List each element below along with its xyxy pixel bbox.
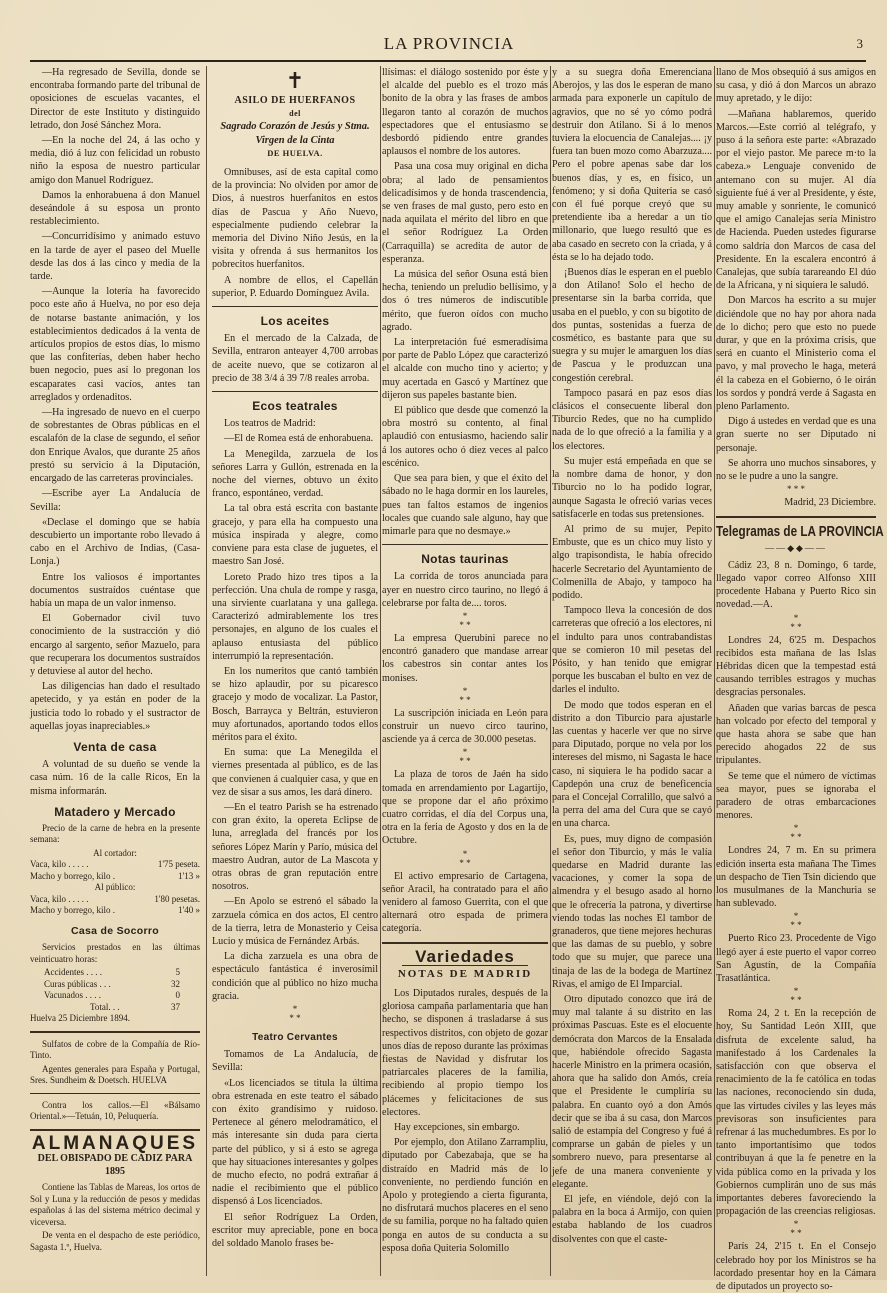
price-group-label: Al cortador: [93,847,137,858]
news-paragraph: En el mercado de la Calzada, de Sevilla, entraron anteayer 4,700 arrobas de aceite nuevo, que se cotizaron al precio de 38 3/4 á 39 7/8 reales arroba. [212,333,378,384]
section-heading-venta: Venta de casa [73,739,157,754]
news-paragraph: —Concurridísimo y animado estuvo en la tarde de ayer el paseo del Muelle desde las dos á las cinco y media de la tarde. [30,231,200,283]
column-3 [382,66,548,1276]
masthead-title: LA PROVINCIA [383,34,515,53]
socorro-intro: Servicios prestados en las últimas veinticuatro horas: [30,942,200,964]
news-paragraph: La tal obra está escrita con bastante gracejo, y para ella ha compuesto una música inspirada y alegre, como conviene para esta clase de juguetes, el maestro San José. [212,503,378,568]
news-paragraph: De modo que todos esperan en el distrito a don Tiburcio para ajustarle las cuentas y hacerle ver que no sirve para Diputado, porque no vela por los intereses del mismo, ni Sagasta le hace caso, ni siquiera le ha podido sacar a Capdepón una cruz de beneficencia para el Concejal Corralillo, que salvó a la perra del ama del Cura que se cayó en una charca. [552,699,712,830]
news-paragraph: Tampoco pasará en paz esos días clásicos el consecuente liberal don Tiburcio Redes, que no ha cumplido nada de lo que ofreció a la familia y a los electores. [552,387,712,452]
divider [30,1093,200,1094]
section-heading-matadero: Matadero y Mercado [54,804,176,819]
column-divider [714,66,715,1276]
ad-callos: Contra los callos.—El «Bálsamo Oriental.»—Tetuán, 10, Peluquería. [30,1099,200,1122]
stat-row: Accidentes . . . . 5 [44,967,180,978]
column-divider [380,66,381,1276]
divider [30,1031,200,1033]
asterism-ornament: * * * [790,911,802,931]
ad-almanaques-title: ALMANAQUES [31,1132,199,1154]
column-5 [716,66,884,1293]
news-paragraph: Se ahorra uno muchos sinsabores, y no se le pudre a uno la sangre. [716,457,876,483]
news-paragraph: —Ha regresado de Sevilla, donde se encontraba formando parte del tribunal de oposiciones de escuelas vacantes, el Director de este Instituto y distinguido letrado, don José Sánchez Mora. [30,67,200,131]
telegram: Añaden que varias barcas de pesca han volcado por efecto del temporal y que hasta ahora se sabe que han perecido ahogados 22 de sus tripulantes. [716,702,876,767]
column-divider [206,66,207,1276]
dateline: Madrid, 23 Diciembre. [784,497,876,509]
asilo-title: ASILO DE HUERFANOS [234,95,356,106]
news-paragraph: Digo á ustedes en verdad que es una gran suerte no ser Diputado ni personaje. [716,416,876,454]
price-row: Vaca, kilo . . . . . 1'75 peseta. [30,859,200,870]
news-paragraph: A voluntad de su dueño se vende la casa núm. 16 de la calle Ricos, En la misma informarán. [30,759,200,797]
news-paragraph: —En la noche del 24, á las ocho y media, dió á luz con felicidad un robusto niño la esposa de nuestro particular amigo don Manuel Rodríguez. [30,135,200,186]
ad-sulfato: Sulfatos de cobre de la Compañía de Río-Tinto. [30,1038,200,1061]
price-group-label: Al público: [94,882,136,893]
news-paragraph: Las diligencias han dado el resultado apetecido, y ya están en poder de la justicia todo lo robado y el sustractor de aquellas joyas inapreciables.» [30,681,200,732]
news-paragraph: —Aunque la lotería ha favorecido poco este año á Huelva, no por eso deja de notarse bastante animación, y los establecimientos dedicados á la venta de artículos propios de estos días, lo mismo que las confiterías, deben haber hecho buen negocio, pues así lo pregonan los escaparates casi vacíos, antes tan arreglados y ordenaditos. [30,286,200,403]
news-paragraph: Tomamos de La Andalucía, de Sevilla: [212,1049,378,1074]
column-1 [30,66,200,1276]
news-paragraph: Damos la enhorabuena á don Manuel deseándole á su esposa un pronto restablecimiento. [30,189,200,228]
news-paragraph: ¡Buenos días le esperan en el pueblo a don Atilano! Solo el hecho de presentarse sin la barba corrida, que usaba en el pueblo, y con su bigotito de dos puntas, sostenidas a fuerza de cosmético, es bastante para que su suegra y su mujer le amarguen los días de Pascua y le produzcan una congestión cerebral. [552,267,712,384]
asilo-del: del [289,109,301,119]
masthead [34,34,864,56]
news-paragraph: —El de Romea está de enhorabuena. [224,433,374,445]
telegram: Cádiz 23, 8 n. Domingo, 6 tarde, llegado vapor correo Alfonso XIII procedente Habana y Puerto Rico sin novedad.—A. [716,559,876,611]
divider [30,1129,200,1131]
news-paragraph: La plaza de toros de Jaén ha sido tomada en arrendamiento por Lagartijo, que se propone dar el año próximo cuatro corridas, el día del Corpus una, otra en la feria de Agosto y dos en la de Octubre. [382,769,548,847]
news-paragraph: Al primo de su mujer, Pepito Embuste, que es un chico muy listo y algo trapisondista, le había ofrecido hacerle Secretario del Ayuntamiento de Colmenilla de Abajo, y tampoco ha podido. [552,523,712,601]
asterism-ornament: * * * [459,747,471,767]
telegram: Se teme que el número de víctimas sea mayor, pues se ignoraba el paradero de otras embarcaciones menores. [716,770,876,822]
asterism-ornament: * * * [787,484,805,495]
section-heading-cervantes: Teatro Cervantes [252,1032,338,1043]
column-2 [212,66,378,1276]
ad-almanaques-subtitle: DEL OBISPADO DE CADIZ PARA 1895 [37,1152,193,1178]
news-paragraph: La dicha zarzuela es una obra de espectáculo fantástica é inverosímil condición que al público no hizo mucha gracia. [212,951,378,1002]
news-paragraph: Loreto Prado hizo tres tipos a la perfección. Una chula de rompe y rasga, una sirviente cuarlatana y una gallega. Caracterizó admirablemente los tres personajes, en alguno de los cuales el aplauso entusiasta del público interrumpió la representación. [212,571,378,662]
divider [716,516,876,518]
news-paragraph: La Menegilda, zarzuela de los señores Larra y Gullón, estrenada en la noche del viernes, obtuvo un éxito franco, espontáneo, verdad. [212,448,378,500]
ad-almanaques-venta: De venta en el despacho de este periódico, Sagasta 1.º, Huelva. [30,1230,200,1252]
telegram: Puerto Rico 23. Procedente de Vigo llegó ayer á este puerto el vapor correo San Agustín, de la Compañía Trasatlántica. [716,933,876,984]
asterism-ornament: * * * [289,1004,301,1023]
telegram: Londres 24, 6'25 m. Despachos recibidos esta mañana de las Islas Hébridas dicen que la tempestad está causando terribles estragos y muchas desgracias personales. [716,634,876,699]
news-paragraph: «Declase el domingo que se había descubierto un importante robo llevado á cabo en el Archivo de Indias, (Casa-Lonja.) [30,516,200,568]
column-divider [550,66,551,1276]
asterism-ornament: * * * [459,685,471,705]
column-4 [552,66,712,1276]
stat-row: Curas públicas . . . 32 [44,978,180,989]
news-paragraph: Otro diputado conozco que irá de muy mal talante á su distrito en las próximas Pascuas. Este es el elocuente demócrata don Marcos de la Ensalada que, habiéndole ofrecido Sagasta hacerle Ministro en la primera ocasión, ahora que ha salido don Amós, creía que el Presidente le cumpliría su palabra. En cuanto oyó a don Amós decir que se iba á su casa, don Marcos salió de estampía del Congreso y fué á comprarse un gabán de pieles y un sombrero nuevo, para presentarse al jefe de una manera conveniente y elegante. [552,994,712,1190]
section-subheading-madrid: NOTAS DE MADRID [397,967,533,980]
news-paragraph: La empresa Querubini parece no encontró ganadero que mandase arrear los cabestros sin contar antes los monises. [382,632,548,684]
news-paragraph: La corrida de toros anunciada para ayer en nuestro circo taurino, no llegó á celebrarse por falta de.... toros. [382,571,548,609]
asterism-ornament: * * * [790,986,802,1006]
divider [212,306,378,307]
news-paragraph: —En el teatro Parish se ha estrenado con gran éxito, la opereta Eclipse de luna, arreglada del francés por los señores López Marín y Parío, música del maestro Audran, autor de La Mascota y otras obras de gran reputación entre nosotros. [212,801,378,893]
news-paragraph: Hay excepciones, sin embargo. [394,1122,520,1134]
news-paragraph: «Los licenciados se titula la última obra estrenada en este teatro el sábado con éxito grandísimo y ruidoso. Pertenece al género melodramático, el más interesante sin duda para cierta parte del público, y si á esto se agrega que hay situaciones interesantes y golpes de mucho efecto, no podrá extrañar á nadie el recibimiento que el público dispensó á Los licenciados. [212,1077,378,1208]
telegram: Roma 24, 2 t. En la recepción de hoy, Su Santidad León XIII, que disfruta de excelente salud, ha manifestado á los Cardenales la satisfacción con que observa el renacimiento de la fe católica en todas las naciones, reconociendo sin duda, que las virtudes civiles y las leyes más previsoras son insuficientes para refrenar á las muchedumbres. Es por lo tanto importantísimo que todos contribuyan á que la fe penetre en la vida pública como en la privada y los Gobiernos cumplirán uno de sus más importantes deberes favoreciendo la propagación de las creencias religiosas. [716,1008,876,1218]
news-paragraph: El señor Rodríguez La Orden, escritor muy apreciable, pone en boca del soldado Manolo frases be- [212,1211,378,1250]
news-paragraph: Tampoco lleva la concesión de dos carreteras que ofreció a los electores, ni el indulto para unos contrabandistas que se comieron 10 mil pesetas del Pósito, y han tenido que emigrar porque les buscaban el bulto en vez de darles el indulto. [552,605,713,696]
news-paragraph: La música del señor Osuna está bien hecha, teniendo un preludio bellísimo, y dos ó tres números de indiscutible mérito, que fueron oídos con mucho agrado. [382,269,548,333]
news-paragraph: y a su suegra doña Emerenciana Aberojos, y las dos le esperan de mano armada para exponerle un capítulo de agravios, que no sé yo cómo podrá destruir don Atilano. Si á lo menos tuviera la elocuencia de Canalejas.... ¡y fuera tan buen mozo como Abarzuza.... Pero el pobre apenas sabe dar los buenos días, y es, en físico, un fenómeno; y si doña Quiteria se casó con él fué porque creyó que su pretendiente iba a heredar a un tío millonario, que luego resultó que es aba casado en secreto con la criada, y á ésta se lo ha dejado todo. [552,67,712,263]
news-paragraph: llano de Mos obsequió á sus amigos en su casa, y dió á don Marcos un abrazo muy apretado, y le dijo: [716,67,876,105]
news-paragraph: Su mujer está empeñada en que se la nombre dama de honor, y don Tiburcio no lo ha podido lograr, aunque Sagasta le ofreció varias veces satisfacerle en todas sus pretensiones. [552,455,712,520]
page-number: 3 [856,36,864,51]
news-paragraph: Los Diputados rurales, después de la gloriosa campaña parlamentaria que han hecho, se disponen á trasladarse á sus respectivos distritos, con objeto de gozar unos días de reposo durante las próximas fiestas de Navidad y disfrutar los patriarcales placeres de la familia, recibiendo al propio tiempo los plácemes y felicitaciones de sus electores. [382,987,548,1118]
news-paragraph: Que sea para bien, y que el éxito del sábado no le haga dormir en los laureles, pues tan faltos estamos de ingenios locales que cuando sale alguno, hay que mimarle para que no desmaye.» [382,473,548,537]
news-paragraph: En suma: que La Menegilda el viernes presentada al público, es de las que convienen á cualquier casa, y que en vez de sisar a sus amos, les dará dinero. [212,747,378,798]
price-row: Vaca, kilo . . . . . 1'80 pesetas. [30,893,200,904]
news-paragraph: El activo empresario de Cartagena, señor Aracil, ha contratado para el año venidero al famoso Guerrita, con el que alternará otro espada de primera categoría. [382,870,548,935]
section-heading-taurinas: Notas taurinas [421,552,509,567]
section-heading-telegramas: Telegramas de LA PROVINCIA [716,522,884,540]
news-paragraph: Pasa una cosa muy original en dicha obra; al lado de pensamientos delicadísimos y de honda trascendencia, se ven frases de mal gusto, pero esto en nada aquilata el mérito del libro en que el señor Rodríguez La Orden (Carraquilla) se acredita de autor de esperanza. [382,161,548,265]
asterism-ornament: * * * [790,612,802,632]
news-paragraph: llísimas: el diálogo sostenido por éste y el alcalde del pueblo es el trozo más bonito de la obra y las frases de ambos llegaron tanto al corazón de muchos espectadores que el entusiasmo se desbordó pidiendo entre grandes aplausos el nombre de los autores. [382,67,548,158]
section-heading-variedades: Variedades [415,946,515,966]
asilo-city: DE HUELVA. [267,147,323,158]
news-paragraph: La suscripción iniciada en León para construir un nuevo circo taurino, asciende ya á cerca de 30.000 pesetas. [382,707,548,746]
stat-row: Vacunados . . . . 0 [44,990,180,1001]
asterism-ornament: * * * [459,610,471,630]
section-heading-ecos: Ecos teatrales [252,399,338,414]
news-paragraph: El Gobernador civil tuvo conocimiento de la sustracción y dió encargo al sargento, señor Mazuelo, para que recuperara los documentos sustraídos y detuviese al autor del hecho. [30,613,200,677]
news-paragraph: Por ejemplo, don Atilano Zarrampliu, diputado por Cabezabaja, que se ha distraído en Madrid más de lo conveniente, no perdiendo función en Apolo y protegiendo a cierta figuranta, no disfrutará muchos placeres en el seno de su familia, porque no ha faltado quien ponga en autos de su conducta a su esposa doña Quiteria Solomillo [382,1137,548,1254]
divider [382,942,548,944]
news-paragraph: —Ha ingresado de nuevo en el cuerpo de sobrestantes de Obras públicas en el escalafón de la clase de segundo, el señor don Enrique Avalos, que durante 25 años prestó su servicio á la Diputación, encargado de las carreteras provinciales. [30,407,200,485]
news-paragraph: La interpretación fué esmeradísima por parte de Pablo López que caracterizó el alcalde con mucho tino y acierto; y muy acertada en Gascó y Martínez que dijeron sus papeles bastante bien. [382,337,548,401]
ad-almanaques-text: Contiene las Tablas de Mareas, los ortos de Sol y Luna y la reducción de pesos y medidas españolas á las del sistema métrico decimal y viceversa. [30,1182,200,1227]
price-row: Macho y borrego, kilo . 1'13 » [30,870,200,881]
news-paragraph: —Mañana hablaremos, querido Marcos.—Este corrió al telégrafo, y puso á la señora este parte: «Abrazado por el viejo pastor. Me parece m·to la cabeza.» Lenguaje convenido de antemano con su mujer. Al día siguiente fué á ver al Presidente, y éste, muy amable y sonriente, le comunicó que el amigo Canalejas sería Ministro de Hacienda. Pueden ustedes figurarse como saldría don Marcos de casa del Presidente. En la escalera encontró á Canalejas, que subía tarareando El dúo de la Africana, y ni siquiera le saludó. [716,108,876,292]
price-intro: Precio de la carne de hebra en la presente semana: [30,822,200,845]
news-paragraph: Omnibuses, así de esta capital como de la provincia: No olviden por amor de Dios, á nuestros huerfanitos en estos días de Pascua y Año Nuevo, especialmente pudiendo celebrar la memoria del Divino Niño Jesús, en la visita y ofrenda á sus hermanitos los pobrecitos huerfanitos. [212,167,378,271]
ornament-rule: ——◆◆—— [765,542,827,553]
news-paragraph: En los numeritos que cantó también se hizo aplaudir, por su picaresco gracejo y modo de vocalizar. La Pastor, Bosch, Barrayca y Beltrán, estuvieron muy afortunados, aportando todos ellos méritos para el éxito. [212,665,378,743]
asterism-ornament: * * * [790,823,802,843]
asilo-name: Sagrado Corazón de Jesús y Stma. Virgen de la Cinta [220,121,370,146]
asterism-ornament: * * * [790,1219,802,1239]
price-row: Macho y borrego, kilo . 1'40 » [30,905,200,916]
ad-agentes: Agentes generales para España y Portugal, Sres. Sundheim & Doetsch. HUELVA [30,1063,200,1086]
report-date: Huelva 25 Diciembre 1894. [30,1013,130,1024]
news-paragraph: —En Apolo se estrenó el sábado la zarzuela cómica en dos actos, El centro de la tierra, letra de Monasterio y Ceisa Lucio y música de Fernández Arbás. [212,896,378,947]
news-paragraph: Entre los valiosos é importantes documentos sustraídos cuéntase que había un mapa de un valor inmenso. [30,571,200,609]
section-heading-aceites: Los aceites [260,314,330,329]
news-paragraph: Es, pues, muy digno de compasión el señor don Tiburcio, y más le valía quedarse en Madrid durante las vacaciones, y comer la sopa de almendra y el besugo asado al horno que le ofrecería la patrona, y divertirse viendo todas las noches El tambor de granaderos, que tiene mejores hechuras que las damas de su pueblo, y sobre todo que su mujer, que parece una tinaja de las de la bodega de Martínez Rivas, el amigo de El Imparcial. [552,833,712,990]
divider [212,391,378,392]
news-paragraph: El jefe, en viéndole, dejó con la palabra en la boca á Armijo, con quien estaba hablando de los cuadros disolventes con que el caste- [552,1194,712,1245]
news-paragraph: —Escribe ayer La Andalucía de Sevilla: [30,488,200,513]
news-paragraph: Don Marcos ha escrito a su mujer diciéndole que no hay por ahora nada de lo dicho; pero que esto no puede durar, y que en la próxima crisis, que será en cuanto el Ministerio coma el pavo, y mal provecho le haga, meterá él la cabeza en el Gobierno, ó le oirán los sordos y pondrá verde á Sagasta en pleno Parlamento. [716,295,876,413]
stat-total: Total. . . 37 [90,1001,180,1012]
masthead-rule [30,60,866,62]
news-paragraph: El público que desde que comenzó la obra mostró su contento, al final aplaudió con entusiasmo, haciendo salir á los autores ocho ó diez veces al palco escénico. [382,405,548,469]
cross-icon: ✝ [285,68,305,93]
news-paragraph: Los teatros de Madrid: [224,418,316,430]
asterism-ornament: * * * [459,848,471,868]
telegram: París 24, 2'15 t. En el Consejo celebrado hoy por los Ministros se ha acordado presentar hoy en la Cámara de diputados un proyecto so- [716,1241,876,1293]
asilo-signature: A nombre de ellos, el Capellán superior, P. Eduardo Domínguez Avila. [212,274,378,299]
telegram: Londres 24, 7 m. En su primera edición inserta esta mañana The Times un despacho de Tien Tsin diciendo que los musulmanes de la Manchuria se han sublevado. [716,845,876,910]
divider [382,544,548,545]
section-heading-socorro: Casa de Socorro [71,924,159,937]
